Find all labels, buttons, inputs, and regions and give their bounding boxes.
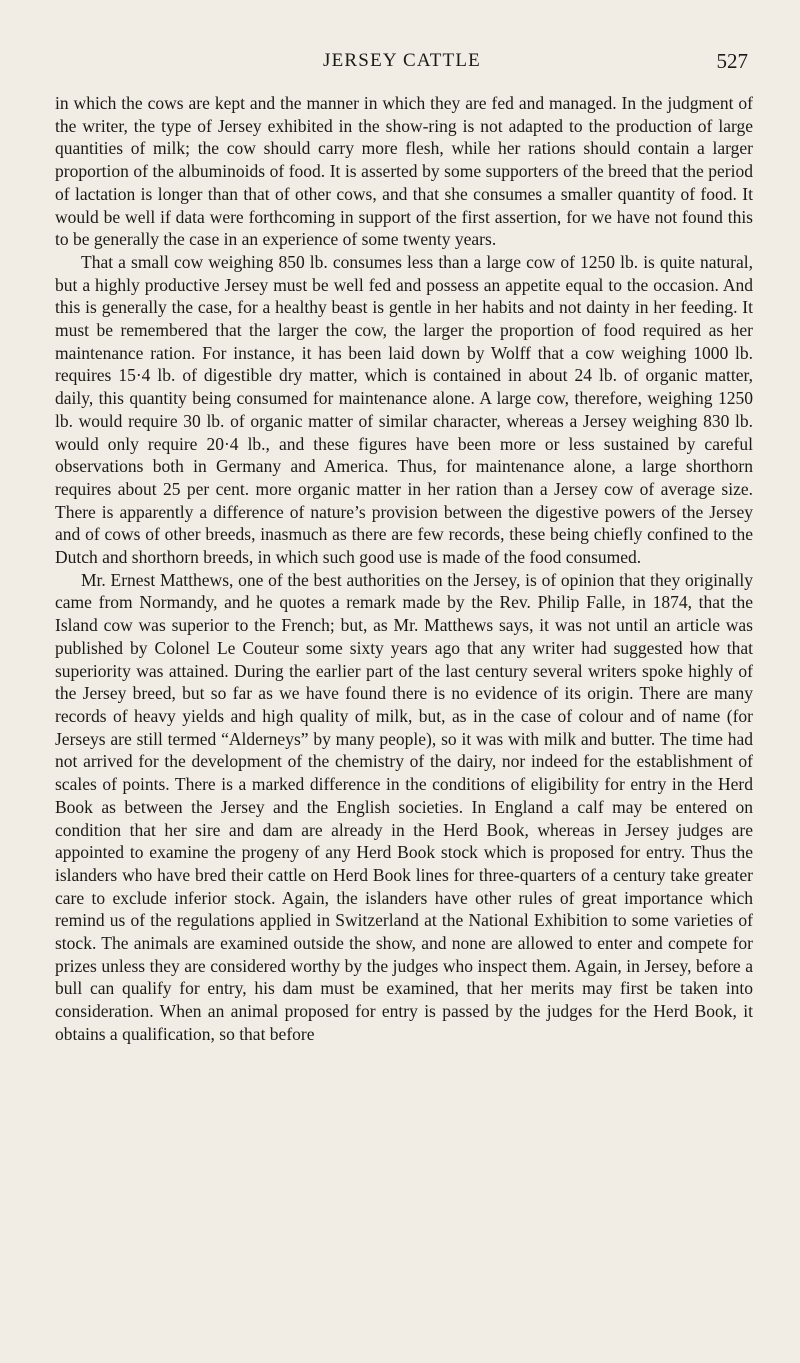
paragraph-breed-origin: Mr. Ernest Matthews, one of the best authorities on the Jersey, is of opinion that they originally came from Normandy, and he quotes a remark made by the Rev. Philip Falle, in 1874, that the Island cow was superior to the French; but, as Mr. Matthews says, it was not until an article was published by Colonel Le Couteur some sixty years ago that any writer had suggested how that superiority was attained. During the earlier part of the last century several writers spoke highly of the Jersey breed, but so far as we have found there is no evidence of its origin. There are many records of heavy yields and high quality of milk, but, as in the case of colour and of name (for Jerseys are still termed “Alderneys” by many people), so it was with milk and butter. The time had not arrived for the development of the chemistry of the dairy, nor indeed for the establishment of scales of points. There is a marked difference in the conditions of eligibility for entry in the Herd Book as between the Jersey and the English societies. In England a calf may be entered on condition that her sire and dam are already in the Herd Book, whereas in Jersey judges are appointed to examine the progeny of any Herd Book stock which is proposed for entry. Thus the islanders who have bred their cattle on Herd Book lines for three-quarters of a century take greater care to exclude inferior stock. Again, the islanders have other rules of great importance which remind us of the regulations applied in Switzerland at the National Exhibition to some varieties of stock. The animals are examined outside the show, and none are allowed to enter and compete for prizes unless they are considered worthy by the judges who inspect them. Again, in Jersey, before a bull can qualify for entry, his dam must be examined, that her merits may first be taken into consideration. When an animal proposed for entry is passed by the judges for the Herd Book, it obtains a qualification, so that before [55,569,753,1044]
body-text [55,92,753,1046]
running-head [56,46,748,78]
paragraph-continuation: in which the cows are kept and the manner in which they are fed and managed. In the judgment of the writer, the type of Jersey exhibited in the show-ring is not adapted to the production of large quantities of milk; the cow should carry more flesh, while her rations should contain a larger proportion of the albuminoids of food. It is asserted by some supporters of the breed that the period of lactation is longer than that of other cows, and that she consumes a smaller quantity of food. It would be well if data were forthcoming in support of the first assertion, for we have not found this to be generally the case in an experience of some twenty years. [55,93,753,250]
running-title: JERSEY CATTLE [323,50,481,71]
paragraph-maintenance-ration: That a small cow weighing 850 lb. consumes less than a large cow of 1250 lb. is quite natural, but a highly productive Jersey must be well fed and possess an appetite equal to the occasion. And this is generally the case, for a healthy beast is gentle in her habits and not dainty in her feeding. It must be remembered that the larger the cow, the larger the proportion of food required as her maintenance ration. For instance, it has been laid down by Wolff that a cow weighing 1000 lb. requires 15·4 lb. of digestible dry matter, which is contained in about 24 lb. of organic matter, daily, this quantity being consumed for maintenance alone. A large cow, therefore, weighing 1250 lb. would require 30 lb. of organic matter of similar character, whereas a Jersey weighing 830 lb. would only require 20·4 lb., and these figures have been more or less sustained by careful observations both in Germany and America. Thus, for maintenance alone, a large shorthorn requires about 25 per cent. more organic matter in her ration than a Jersey cow of average size. There is apparently a difference of nature’s provision between the digestive powers of the Jersey and of cows of other breeds, inasmuch as there are few records, these being chiefly confined to the Dutch and shorthorn breeds, in which such good use is made of the food consumed. [55,251,753,568]
page-number: 527 [716,49,748,73]
